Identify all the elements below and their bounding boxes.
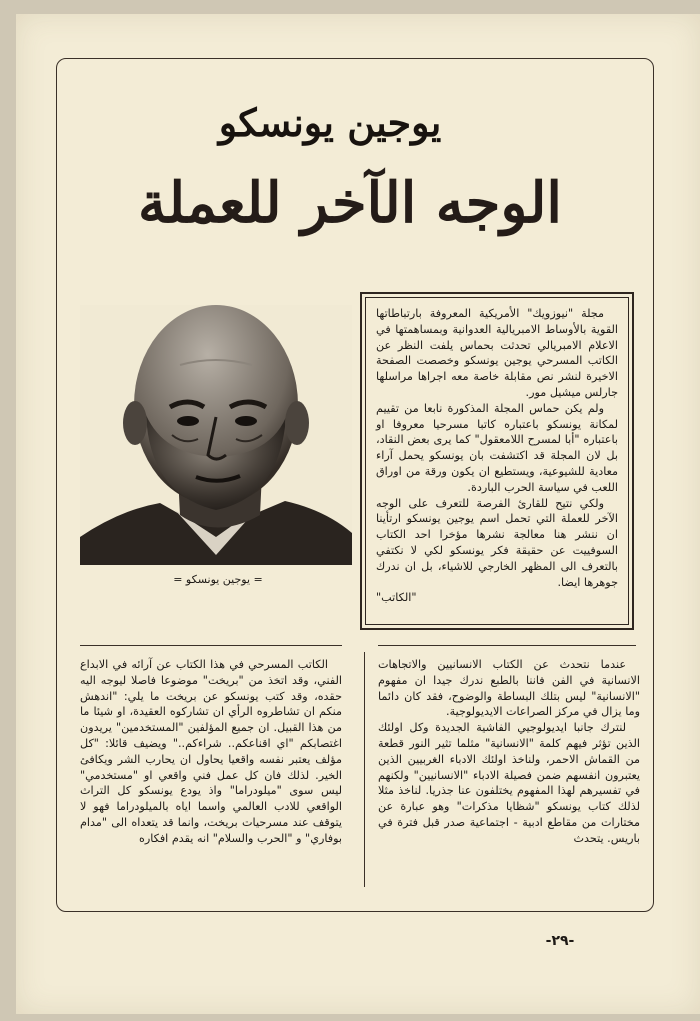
portrait-illustration bbox=[80, 305, 352, 565]
author-name-title: يوجين يونسكو bbox=[218, 100, 442, 145]
article-column-right bbox=[378, 657, 640, 847]
article-paragraph: لنترك جانبا ايديولوجيي الفاشية الجديدة وكل اولئك الذين تؤثر فيهم كلمة "الانسانية" مثلما تثير النور قطعة من القماش الاحمر، ولناخذ اولئك الادباء الغربيين الذين يعتبرون انفسهم ضمن فصيلة الادباء "الانسانيين" ولكنهم في تفسيرهم لهذا المفهوم يختلفون عنا جذريا. لناخذ مثلا لذلك كتاب يونسكو "شظايا مذكرات" وهو عبارة عن مختارات من مقاطع ادبية - اجتماعية صدر قبل فترة في باريس. يتحدث bbox=[378, 721, 640, 845]
column-divider bbox=[364, 652, 365, 887]
intro-box bbox=[360, 292, 634, 630]
article-paragraph: عندما نتحدث عن الكتاب الانسانيين والاتجاهات الانسانية في الفن فاننا بالطبع ندرك جيدا ان مفهوم "الانسانية" ليس بتلك البساطة والوضوح، فقد كان دائما وما يزال في مركز الصراعات الايديولوجية. bbox=[378, 658, 640, 719]
photo-caption: = يوجين يونسكو = bbox=[173, 573, 263, 586]
article-column-left bbox=[80, 657, 342, 847]
column-separator-right bbox=[378, 645, 636, 646]
author-portrait bbox=[80, 305, 352, 565]
column-separator-left bbox=[80, 645, 342, 646]
intro-paragraph: ولم يكن حماس المجلة المذكورة نابعا من تقييم لمكانة يونسكو باعتباره كاتبا مسرحيا معروفا او باعتباره "أبا لمسرح اللامعقول" كما يرى بعض النقاد، بل لان المجلة قد اكتشفت بان يونسكو يحمل آراء معادية للشيوعية، ويستطيع ان يكون ورقة من اوراق اللعب في سياسة الحرب الباردة. bbox=[376, 401, 618, 494]
intro-box-inner bbox=[365, 297, 629, 625]
page-number: -٢٩- bbox=[545, 933, 575, 949]
intro-signature: "الكاتب" bbox=[376, 591, 417, 605]
article-headline: الوجه الآخر للعملة bbox=[138, 170, 562, 236]
article-paragraph: الكاتب المسرحي في هذا الكتاب عن آرائه في الابداع الفني، وقد اتخذ من "بريخت" موضوعا فاصلا ليوجه اليه حقده، وقد كتب يونسكو عن بريخت ما يلي: "اندهش منكم ان تشاطروه الرأي ان تشاركوه العقيدة، او شيئا ما من هذا القبيل. ان جميع المؤلفين "المستخدمين" يريدون اغتصابكم "اي اقناعكم.. شراءكم.." ويضيف قائلا: "كل مؤلف يعتبر نفسه واقعيا يحاول ان يحارب الشر ويكافئ الخير. لذلك فان كل عمل فني واقعي او "مستخدمي" ليس سوى "ميلودراما" واذ يودع يونسكو كل التراث الواقعي للادب العالمي واسما اياه بالميلودراما فهو لا يتوقف عند مسرحيات بريخت، وانما قد يتعداه الى "مدام بوفاري" و "الحرب والسلام" انه يقدم افكاره bbox=[80, 658, 342, 845]
intro-paragraph: ولكي نتيح للقارئ الفرصة للتعرف على الوجه الآخر للعملة التي تحمل اسم يوجين يونسكو ارتأينا ان ننشر هنا معالجة نشرها مؤخرا احد الكتاب السوفييت عن حقيقة فكر يونسكو لكي لا نكتفي بالتعرف الى المظهر الخارجي للاشياء، بل ان ندرك جوهرها ايضا. bbox=[376, 496, 618, 589]
intro-paragraph: مجلة "نيوزويك" الأمريكية المعروفة بارتباطاتها القوية بالأوساط الامبريالية العدوانية وبمساهمتها في الاعلام الامبريالي تحدثت بحماس يلفت النظر عن الكاتب المسرحي يوجين يونسكو وخصصت الصفحة الاخيرة لنشر نص مقابلة خاصة معه اجراها مراسلها جارلس ميشيل مور. bbox=[376, 307, 618, 399]
